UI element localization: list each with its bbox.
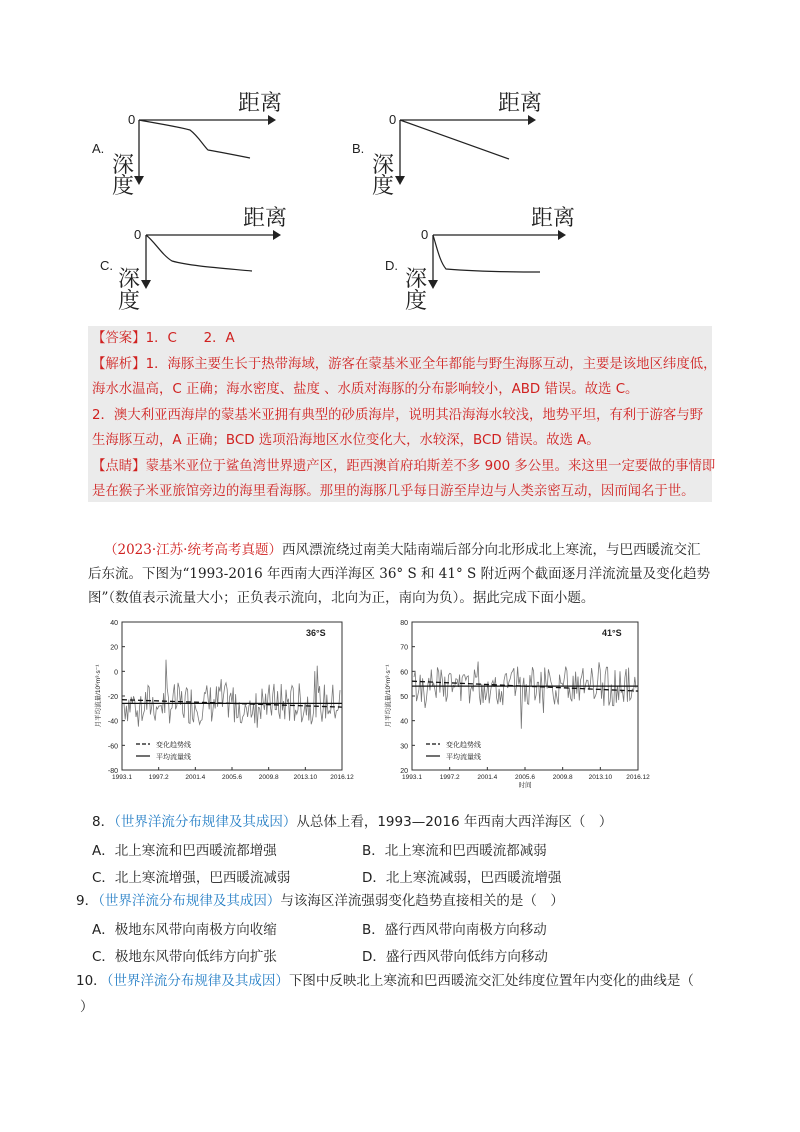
question-8-option-d[interactable]: D．北上寒流减弱，巴西暖流增强 xyxy=(362,870,562,886)
chart-36s-xtick-label: 1997.2 xyxy=(148,774,169,781)
question-8-option-c[interactable]: C．北上寒流增强，巴西暖流减弱 xyxy=(92,870,291,886)
chart-41s-xlabel: 时间 xyxy=(518,782,532,789)
intro-line-3: 图”（数值表示流量大小；正负表示流向，北向为正，南向为负）。据此完成下面小题。 xyxy=(88,590,595,606)
chart-41s-ytick-label: 80 xyxy=(400,620,408,627)
chart-41s-xtick-label: 2005.6 xyxy=(515,774,535,781)
chart-36s-legend-mean-label: 平均流量线 xyxy=(156,754,191,761)
diagram-d-y-label-2: 度 xyxy=(405,289,428,314)
diagram-d-x-label: 距离 xyxy=(531,206,576,231)
chart-41s-ytick-label: 20 xyxy=(400,768,408,775)
answer-text: 1．C 2．A xyxy=(145,331,235,346)
question-8-stem xyxy=(92,813,612,831)
analysis-line-3: 2．澳大利亚西海岸的蒙基米亚拥有典型的砂质海岸，说明其沿海海水较浅，地势平坦，有利于游客与野 xyxy=(92,408,704,423)
question-10-paren: ） xyxy=(80,999,94,1015)
chart-41s xyxy=(383,620,650,789)
diagram-c xyxy=(100,206,287,314)
question-source: （2023·江苏·统考高考真题） xyxy=(104,542,282,558)
question-9-option-b[interactable]: B．盛行西风带向南极方向移动 xyxy=(362,922,547,938)
chart-36s-ylabel: 月平均流量/10⁶m³·s⁻¹ xyxy=(95,664,102,728)
chart-36s-ytick-label: 20 xyxy=(110,644,118,652)
diagram-b xyxy=(352,91,542,199)
analysis-tag: 【解析】 xyxy=(92,357,146,372)
chart-41s-ytick-label: 50 xyxy=(400,694,408,701)
chart-41s-legend-mean-label: 平均流量线 xyxy=(446,754,481,761)
current-flow-charts xyxy=(80,615,720,789)
chart-41s-ytick-label: 60 xyxy=(400,669,408,677)
diagram-d-y-label-1: 深 xyxy=(405,267,428,292)
chart-36s-ytick-label: -60 xyxy=(107,743,118,751)
diagram-a xyxy=(92,91,282,199)
diagram-c-zero: 0 xyxy=(134,227,142,242)
analysis-line-4: 生海豚互动，A 正确；BCD 选项沿海地区水位变化大，水较深，BCD 错误。故选 A。 xyxy=(92,433,600,448)
answer-line xyxy=(92,330,235,348)
chart-36s-ytick-label: 0 xyxy=(114,669,118,677)
chart-41s-ytick-label: 40 xyxy=(400,718,408,726)
option-diagrams xyxy=(0,0,800,320)
chart-36s-xtick-label: 2013.10 xyxy=(293,774,318,781)
diagram-b-x-label: 距离 xyxy=(498,91,543,116)
answer-tag: 【答案】 xyxy=(92,331,146,346)
question-10-stem xyxy=(76,972,694,990)
chart-41s-xtick-label: 1997.2 xyxy=(439,774,460,781)
diagram-c-y-label-2: 度 xyxy=(118,289,141,314)
intro-line-2: 后东流。下图为“1993-2016 年西南大西洋海区 36° S 和 41° S 附近两个截面逐月洋流流量及变化趋势 xyxy=(88,566,711,582)
chart-36s-ytick-label: 40 xyxy=(110,620,118,627)
question-9-tag: （世界洋流分布规律及其成因） xyxy=(98,893,281,909)
diagram-b-letter: B. xyxy=(352,141,365,156)
question-9-option-c[interactable]: C．极地东风带向低纬方向扩张 xyxy=(92,949,277,965)
diagram-d-zero: 0 xyxy=(421,227,429,242)
analysis-text-1: 1．海豚主要生长于热带海域，游客在蒙基米亚全年都能与野生海豚互动，主要是该地区纬度低， xyxy=(145,357,717,372)
question-9-stem xyxy=(76,892,564,910)
chart-36s-legend-trend-label: 变化趋势线 xyxy=(156,742,191,749)
diagram-d xyxy=(385,206,575,314)
question-9-text: 与该海区洋流强弱变化趋势直接相关的是（ ） xyxy=(280,893,564,909)
question-8-option-a[interactable]: A．北上寒流和巴西暖流都增强 xyxy=(92,843,277,859)
diagram-a-zero: 0 xyxy=(128,112,136,127)
chart-41s-flow-line xyxy=(414,662,636,729)
diagram-c-letter: C. xyxy=(100,258,113,273)
tip-line-2: 是在猴子米亚旅馆旁边的海里看海豚。那里的海豚几乎每日游至岸边与人类亲密互动，因而闻名于世。 xyxy=(92,484,695,499)
tip-line-1 xyxy=(92,458,715,476)
tip-text-1: 蒙基米亚位于鲨鱼湾世界遗产区，距西澳首府珀斯差不多 900 多公里。来这里一定要做的事情即 xyxy=(145,459,716,474)
chart-41s-ylabel: 月平均流量/10⁶m³·s⁻¹ xyxy=(385,664,392,728)
chart-41s-xtick-label: 1993.1 xyxy=(402,774,422,781)
chart-36s-xtick-label: 2001.4 xyxy=(185,774,206,781)
chart-36s-xtick-label: 2005.6 xyxy=(222,774,242,781)
diagram-b-zero: 0 xyxy=(389,112,397,127)
diagram-a-y-label-2: 度 xyxy=(112,174,135,199)
question-9-option-d[interactable]: D．盛行西风带向低纬方向移动 xyxy=(362,949,548,965)
chart-41s-legend-trend-label: 变化趋势线 xyxy=(446,742,481,749)
chart-36s-ytick-label: -20 xyxy=(107,694,118,701)
diagram-c-y-label-1: 深 xyxy=(118,267,141,292)
chart-41s-ytick-label: 70 xyxy=(400,644,408,652)
chart-41s-xtick-label: 2013.10 xyxy=(588,774,613,781)
diagram-b-y-label-2: 度 xyxy=(372,174,395,199)
question-9-number: 9． xyxy=(76,893,99,909)
chart-41s-title: 41°S xyxy=(602,628,622,638)
intro-text-1: 西风漂流绕过南美大陆南端后部分向北形成北上寒流，与巴西暖流交汇 xyxy=(281,542,701,558)
diagram-a-y-label-1: 深 xyxy=(112,153,135,178)
diagram-d-letter: D. xyxy=(385,258,398,273)
chart-36s-flow-line xyxy=(124,660,340,728)
chart-36s-xtick-label: 2009.8 xyxy=(258,774,279,781)
question-8-text: 从总体上看，1993—2016 年西南大西洋海区（ ） xyxy=(296,814,613,830)
question-10-tag: （世界洋流分布规律及其成因） xyxy=(106,973,289,989)
analysis-line-1 xyxy=(92,356,717,374)
chart-36s xyxy=(93,620,354,781)
diagram-c-x-label: 距离 xyxy=(243,206,288,231)
chart-36s-ytick-label: -40 xyxy=(107,718,118,726)
chart-41s-xtick-label: 2009.8 xyxy=(552,774,573,781)
question-9-option-a[interactable]: A．极地东风带向南极方向收缩 xyxy=(92,922,277,938)
chart-36s-xtick-label: 1993.1 xyxy=(112,774,132,781)
chart-36s-title: 36°S xyxy=(306,628,326,638)
chart-41s-xtick-label: 2016.12 xyxy=(626,774,650,781)
chart-36s-ytick-label: -80 xyxy=(107,768,118,775)
chart-41s-xtick-label: 2001.4 xyxy=(477,774,498,781)
diagram-a-x-label: 距离 xyxy=(238,91,283,116)
analysis-line-2: 海水水温高，C 正确；海水密度、盐度 、水质对海豚的分布影响较小，ABD 错误。故选 C。 xyxy=(92,382,639,397)
question-10-text: 下图中反映北上寒流和巴西暖流交汇处纬度位置年内变化的曲线是（ xyxy=(288,973,694,989)
question-10-number: 10． xyxy=(76,973,107,989)
diagram-b-y-label-1: 深 xyxy=(372,153,395,178)
tip-tag: 【点睛】 xyxy=(92,459,146,474)
question-8-tag: （世界洋流分布规律及其成因） xyxy=(114,814,297,830)
question-8-number: 8． xyxy=(92,814,115,830)
question-8-option-b[interactable]: B．北上寒流和巴西暖流都减弱 xyxy=(362,843,547,859)
chart-41s-ytick-label: 30 xyxy=(400,743,408,751)
chart-36s-xtick-label: 2016.12 xyxy=(330,774,354,781)
intro-line-1 xyxy=(104,541,700,559)
diagram-a-letter: A. xyxy=(92,141,105,156)
